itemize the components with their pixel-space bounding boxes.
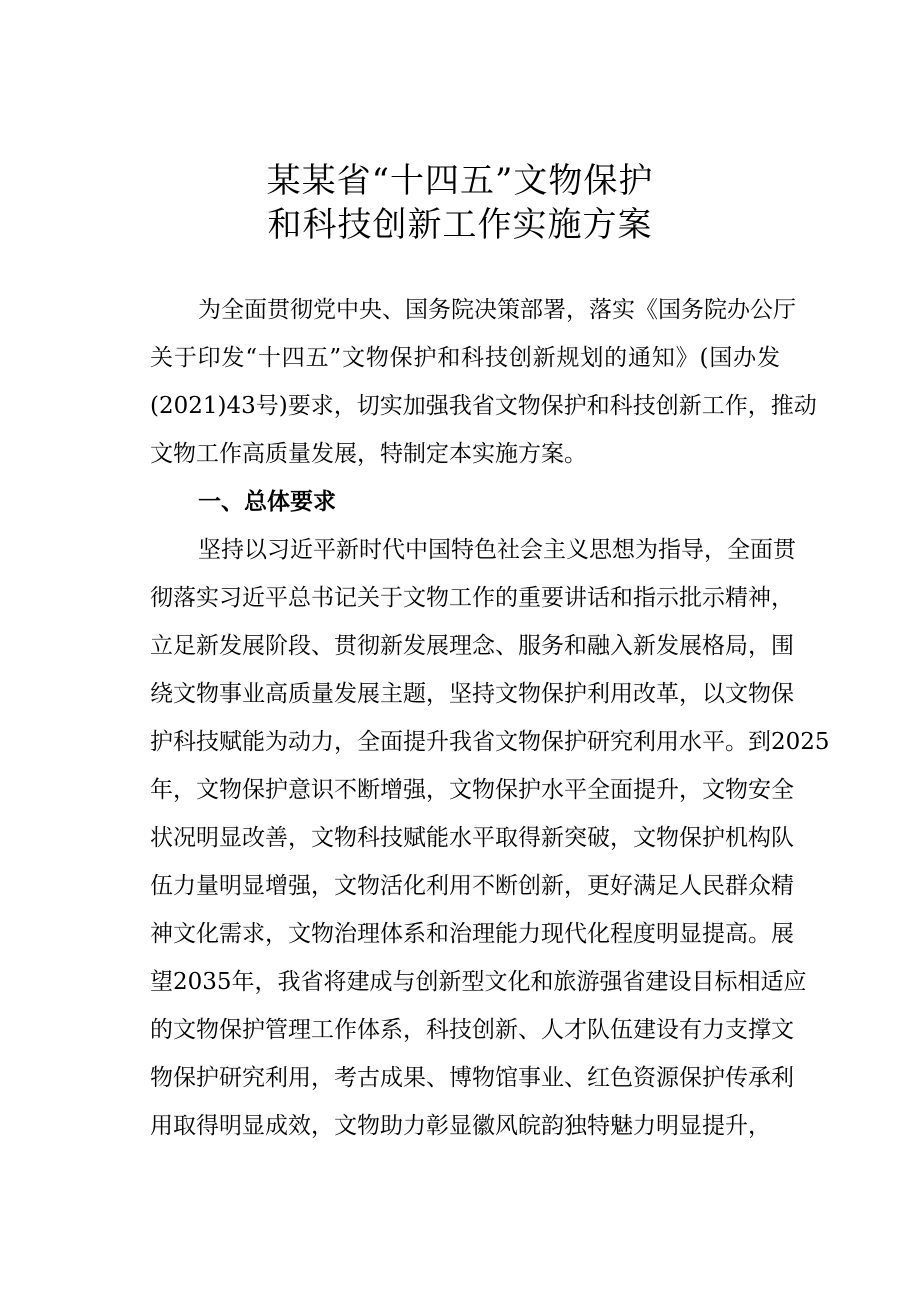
intro-paragraph-line: 关于印发“十四五”文物保护和科技创新规划的通知》(国办发	[150, 345, 780, 371]
section-paragraph-line: 的文物保护管理工作体系，科技创新、人才队伍建设有力支撑文	[150, 1017, 794, 1043]
section-paragraph-line: 状况明显改善，文物科技赋能水平取得新突破，文物保护机构队	[150, 825, 794, 851]
document-title-line-2: 和科技创新工作实施方案	[267, 205, 653, 245]
intro-paragraph-line: (2021)43号)要求，切实加强我省文物保护和科技创新工作，推动	[150, 393, 817, 419]
section-paragraph-line: 护科技赋能为动力，全面提升我省文物保护研究利用水平。到2025	[150, 729, 830, 755]
section-heading: 一、总体要求	[198, 489, 336, 515]
intro-paragraph-line: 为全面贯彻党中央、国务院决策部署，落实《国务院办公厅	[198, 297, 796, 323]
section-paragraph-line: 立足新发展阶段、贯彻新发展理念、服务和融入新发展格局，围	[150, 633, 794, 659]
section-paragraph-line: 物保护研究利用，考古成果、博物馆事业、红色资源保护传承利	[150, 1065, 794, 1091]
section-paragraph-line: 年，文物保护意识不断增强，文物保护水平全面提升，文物安全	[150, 777, 794, 803]
section-paragraph-line: 用取得明显成效，文物助力彰显徽风皖韵独特魅力明显提升，	[150, 1113, 771, 1139]
document-title-line-1: 某某省“十四五”文物保护	[266, 161, 654, 201]
section-paragraph-line: 望2035年，我省将建成与创新型文化和旅游强省建设目标相适应	[150, 969, 807, 995]
section-paragraph-line: 伍力量明显增强，文物活化利用不断创新，更好满足人民群众精	[150, 873, 794, 899]
section-paragraph-line: 彻落实习近平总书记关于文物工作的重要讲话和指示批示精神，	[150, 585, 794, 611]
section-paragraph-line: 坚持以习近平新时代中国特色社会主义思想为指导，全面贯	[198, 537, 796, 563]
intro-paragraph-line: 文物工作高质量发展，特制定本实施方案。	[150, 441, 587, 467]
section-paragraph-line: 绕文物事业高质量发展主题，坚持文物保护利用改革，以文物保	[150, 681, 794, 707]
section-paragraph-line: 神文化需求，文物治理体系和治理能力现代化程度明显提高。展	[150, 921, 794, 947]
